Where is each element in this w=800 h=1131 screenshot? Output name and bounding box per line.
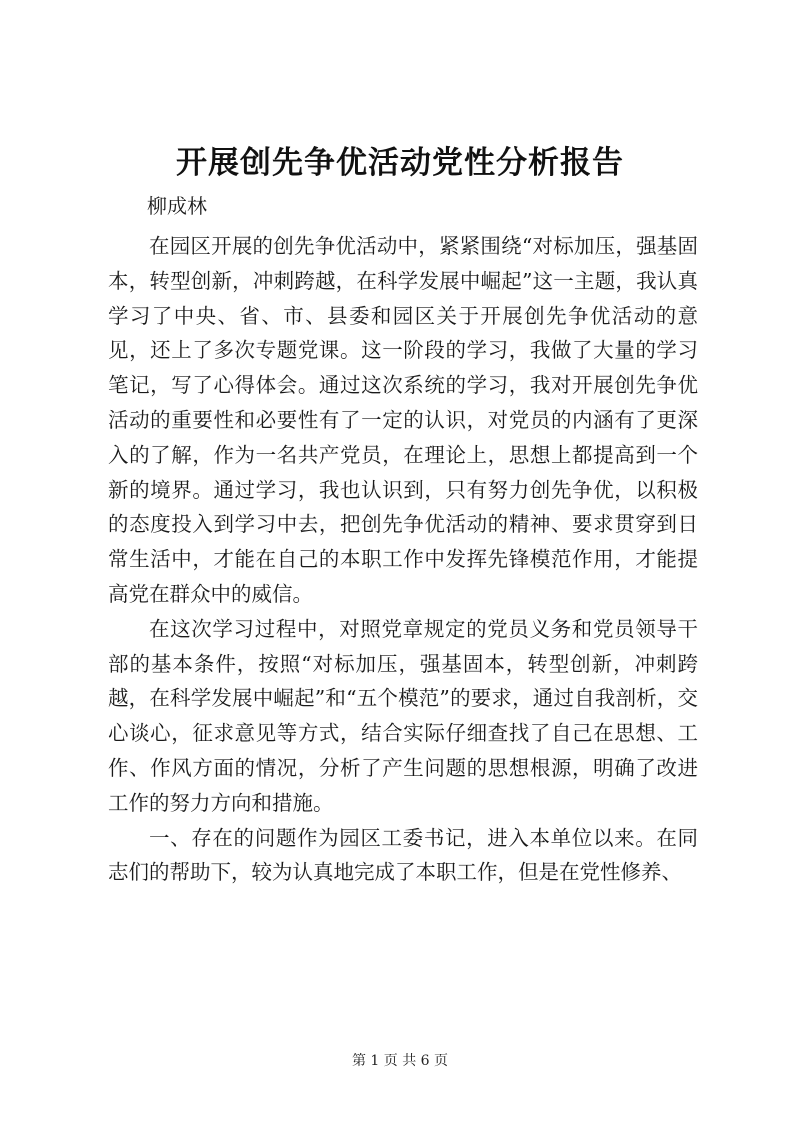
paragraph-3: 一、存在的问题作为园区工委书记，进入本单位以来。在同志们的帮助下，较为认真地完成了本职工作，但是在党性修养、 bbox=[108, 825, 698, 885]
document-title: 开展创先争优活动党性分析报告 bbox=[176, 145, 624, 181]
document-body bbox=[108, 229, 698, 890]
paragraph-1: 在园区开展的创先争优活动中，紧紧围绕“对标加压，强基固本，转型创新，冲刺跨越，在科学发展中崛起”这一主题，我认真学习了中央、省、市、县委和园区关于开展创先争优活动的意见，还上了多次专题党课。这一阶段的学习，我做了大量的学习笔记，写了心得体会。通过这次系统的学习，我对开展创先争优活动的重要性和必要性有了一定的认识，对党员的内涵有了更深入的了解，作为一名共产党员，在理论上，思想上都提高到一个新的境界。通过学习，我也认识到，只有努力创先争优，以积极的态度投入到学习中去，把创先争优活动的精神、要求贯穿到日常生活中，才能在自己的本职工作中发挥先锋模范作用，才能提高党在群众中的威信。 bbox=[108, 234, 698, 606]
author-name: 柳成林 bbox=[147, 194, 207, 218]
paragraph-2: 在这次学习过程中，对照党章规定的党员义务和党员领导干部的基本条件，按照“对标加压，强基固本，转型创新，冲刺跨越，在科学发展中崛起”和“五个模范”的要求，通过自我剖析，交心谈心，征求意见等方式，结合实际仔细查找了自己在思想、工作、作风方面的情况，分析了产生问题的思想根源，明确了改进工作的努力方向和措施。 bbox=[108, 616, 698, 815]
page-footer: 第 1 页 共 6 页 bbox=[351, 1053, 449, 1069]
